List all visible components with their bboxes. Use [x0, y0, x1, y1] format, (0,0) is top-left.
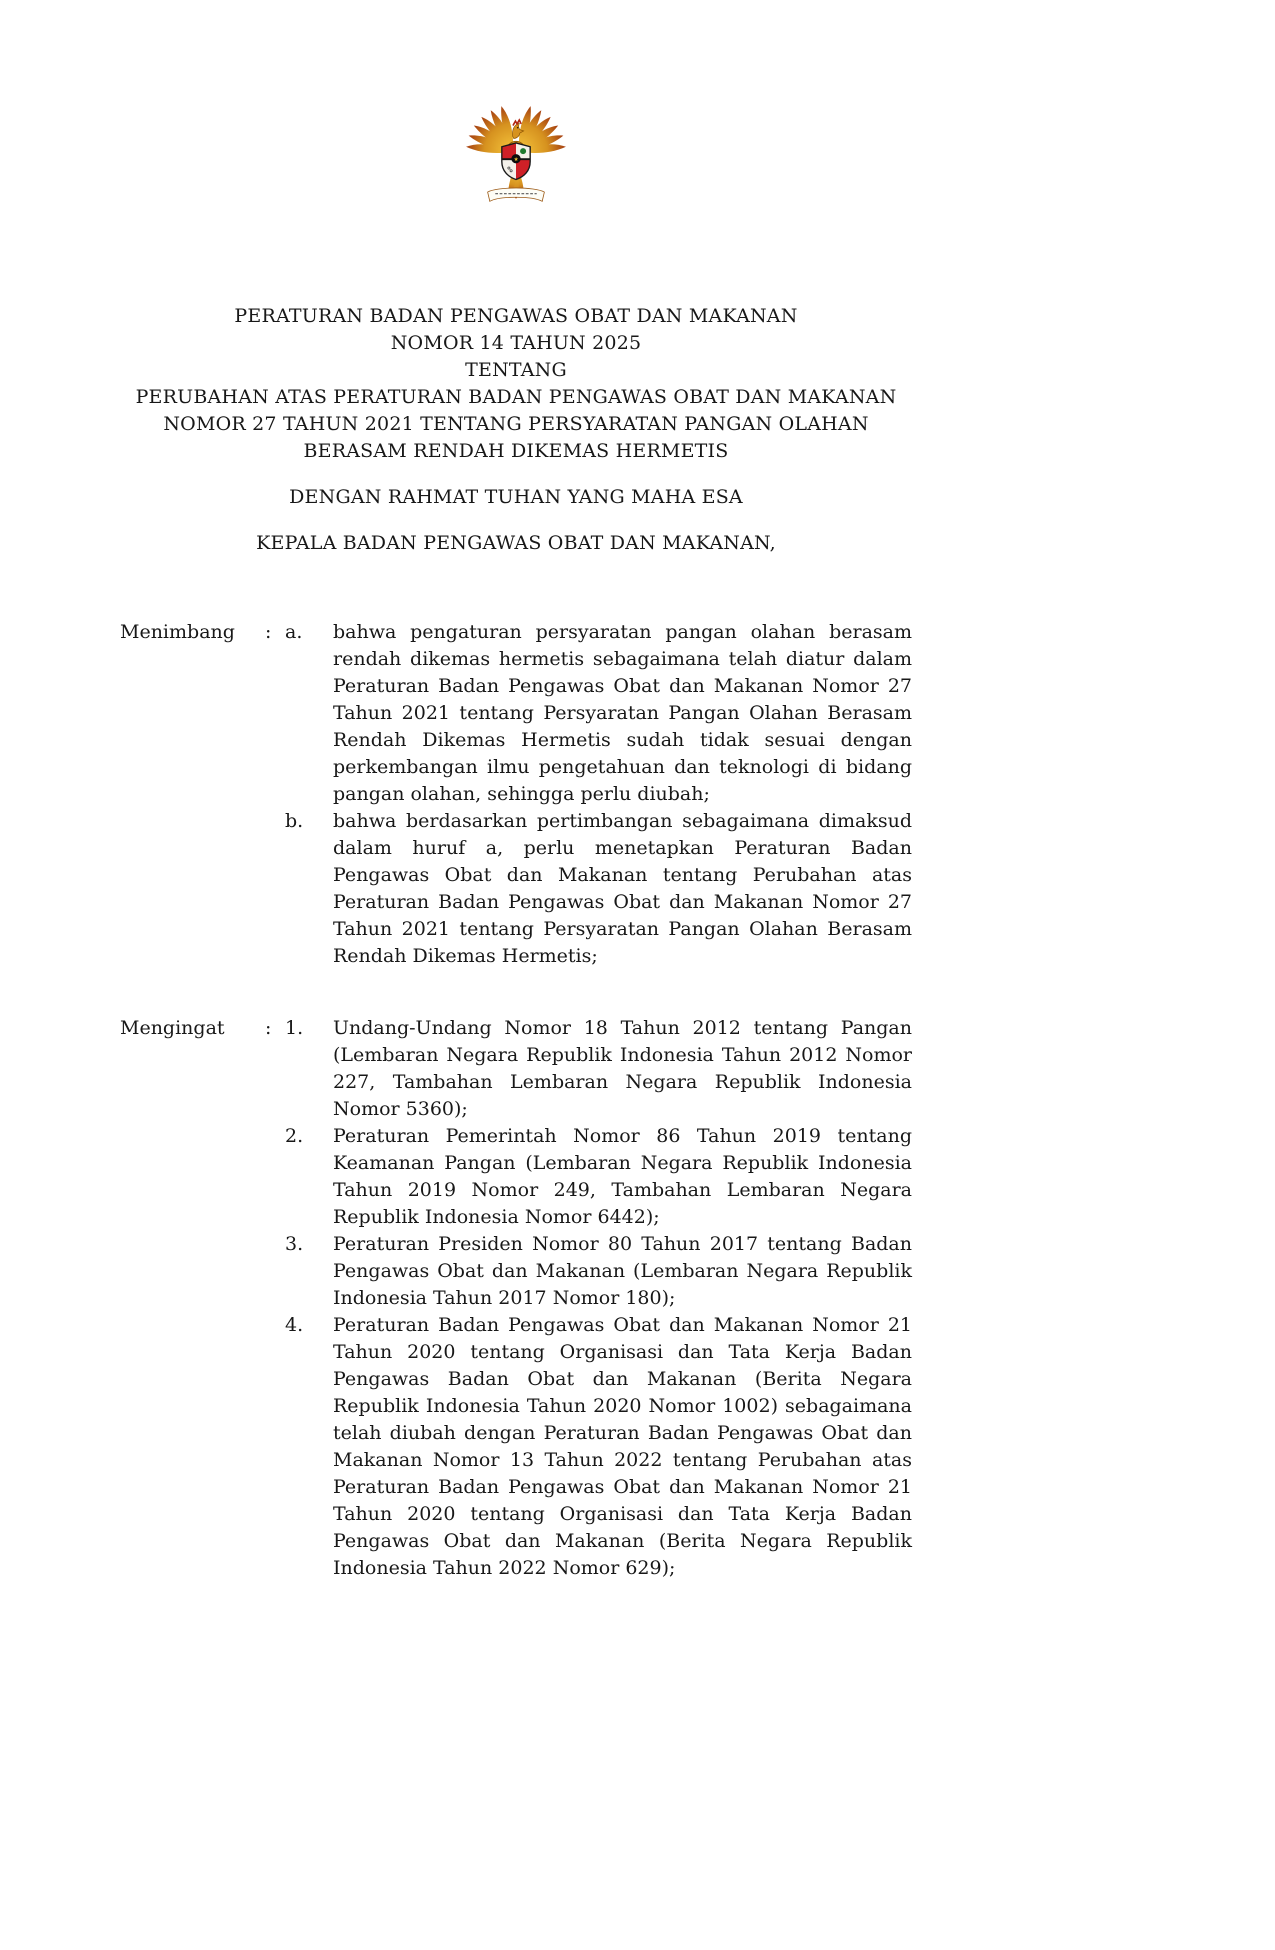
item-marker: 1. — [285, 1017, 304, 1039]
emblem-container — [120, 98, 912, 217]
title-line-1: PERATURAN BADAN PENGAWAS OBAT DAN MAKANAN — [234, 305, 798, 327]
item-marker: 2. — [285, 1125, 304, 1147]
document-title — [120, 303, 912, 465]
section-menimbang — [120, 619, 912, 970]
title-line-6: BERASAM RENDAH DIKEMAS HERMETIS — [303, 440, 729, 462]
title-line-5: NOMOR 27 TAHUN 2021 TENTANG PERSYARATAN PANGAN OLAHAN — [163, 413, 869, 435]
legal-basis-item — [120, 1123, 912, 1231]
section-label: Mengingat — [120, 1017, 225, 1039]
document-content — [120, 98, 912, 1582]
item-marker: b. — [285, 810, 304, 832]
item-text: Peraturan Badan Pengawas Obat dan Makanan Nomor 21 Tahun 2020 tentang Organisasi dan Tata Kerja Badan Pengawas Badan Obat dan Makanan (Berita Negara Republik Indonesia Tahun 2020 Nomor 1002) sebagaimana telah diubah dengan Peraturan Badan Pengawas Obat dan Makanan Nomor 13 Tahun 2022 tentang Perubahan atas Peraturan Badan Pengawas Obat dan Makanan Nomor 21 Tahun 2020 tentang Organisasi dan Tata Kerja Badan Pengawas Obat dan Makanan (Berita Negara Republik Indonesia Tahun 2022 Nomor 629); — [333, 1314, 912, 1579]
item-marker: a. — [285, 621, 303, 643]
legal-basis-item — [120, 1015, 912, 1123]
title-line-3: TENTANG — [465, 359, 567, 381]
item-marker: 4. — [285, 1314, 304, 1336]
section-colon: : — [265, 621, 272, 643]
legal-basis-item — [120, 1231, 912, 1312]
title-line-2: NOMOR 14 TAHUN 2025 — [390, 332, 642, 354]
item-text: Peraturan Pemerintah Nomor 86 Tahun 2019 tentang Keamanan Pangan (Lembaran Negara Republik Indonesia Tahun 2019 Nomor 249, Tambahan Lembaran Negara Republik Indonesia Nomor 6442); — [333, 1125, 912, 1228]
consideration-item — [120, 619, 912, 808]
svg-text:★: ★ — [513, 156, 519, 163]
consideration-item — [120, 808, 912, 970]
section-label: Menimbang — [120, 621, 235, 643]
item-text: bahwa berdasarkan pertimbangan sebagaimana dimaksud dalam huruf a, perlu menetapkan Peraturan Badan Pengawas Obat dan Makanan tentang Perubahan atas Peraturan Badan Pengawas Obat dan Makanan Nomor 27 Tahun 2021 tentang Persyaratan Pangan Olahan Berasam Rendah Dikemas Hermetis; — [333, 810, 912, 967]
invocation-line: DENGAN RAHMAT TUHAN YANG MAHA ESA — [289, 486, 743, 508]
section-colon: : — [265, 1017, 272, 1039]
item-text: Undang-Undang Nomor 18 Tahun 2012 tentang Pangan (Lembaran Negara Republik Indonesia Tahun 2012 Nomor 227, Tambahan Lembaran Negara Republik Indonesia Nomor 5360); — [333, 1017, 912, 1120]
issuing-official-line: KEPALA BADAN PENGAWAS OBAT DAN MAKANAN, — [256, 532, 776, 554]
title-line-4: PERUBAHAN ATAS PERATURAN BADAN PENGAWAS OBAT DAN MAKANAN — [135, 386, 897, 408]
item-text: Peraturan Presiden Nomor 80 Tahun 2017 tentang Badan Pengawas Obat dan Makanan (Lembaran Negara Republik Indonesia Tahun 2017 Nomor 180); — [333, 1233, 912, 1309]
item-text: bahwa pengaturan persyaratan pangan olahan berasam rendah dikemas hermetis sebagaimana telah diatur dalam Peraturan Badan Pengawas Obat dan Makanan Nomor 27 Tahun 2021 tentang Persyaratan Pangan Olahan Berasam Rendah Dikemas Hermetis sudah tidak sesuai dengan perkembangan ilmu pengetahuan dan teknologi di bidang pangan olahan, sehingga perlu diubah; — [333, 621, 912, 805]
garuda-pancasila-emblem — [456, 98, 576, 213]
legal-basis-item — [120, 1312, 912, 1582]
section-mengingat — [120, 1015, 912, 1582]
item-marker: 3. — [285, 1233, 304, 1255]
